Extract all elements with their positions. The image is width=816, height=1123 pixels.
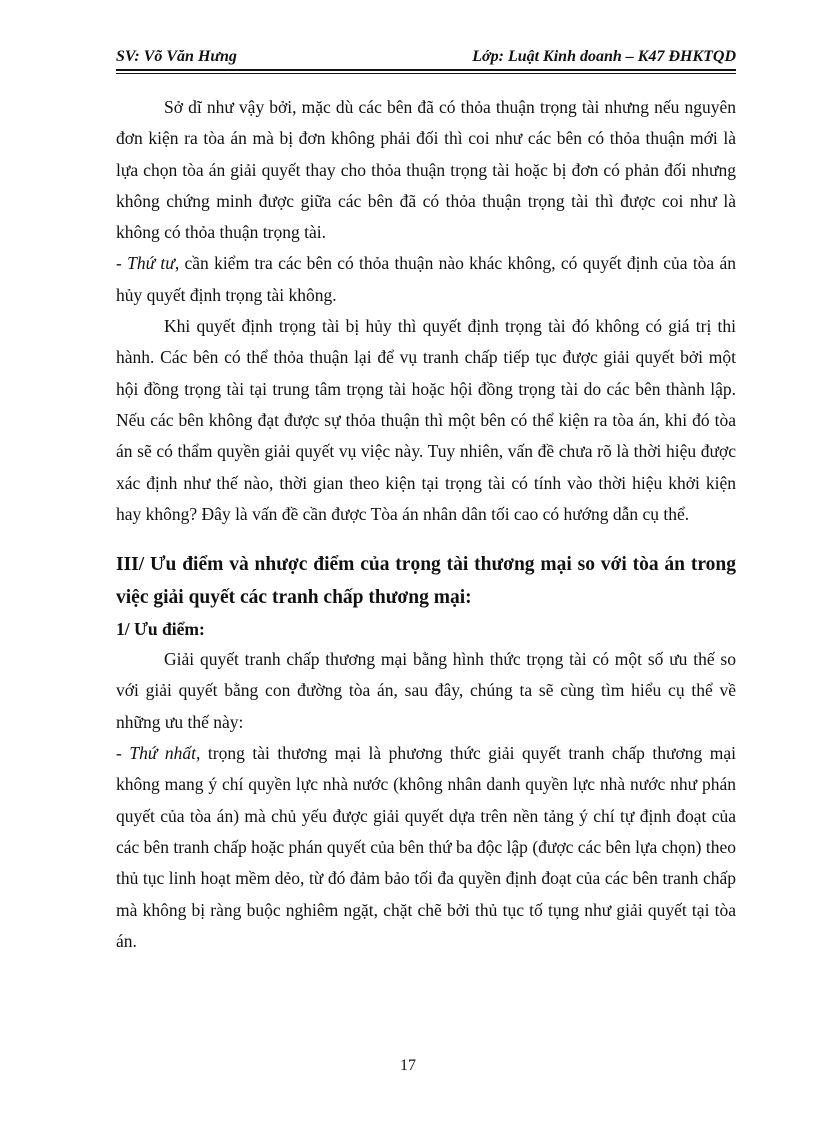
dash-prefix: - — [116, 743, 130, 764]
document-body — [116, 92, 736, 957]
paragraph-list-item — [116, 248, 736, 311]
paragraph: Khi quyết định trọng tài bị hủy thì quyết định trọng tài đó không có giá trị thi hành. Các bên có thể thỏa thuận lại để vụ tranh chấp tiếp tục được giải quyết bởi một hội đồng trọng tài tại trung tâm trọng tài hoặc hội đồng trọng tài do các bên thành lập. Nếu các bên không đạt được sự thỏa thuận thì một bên có thể kiện ra tòa án, khi đó tòa án sẽ có thẩm quyền giải quyết vụ việc này. Tuy nhiên, vấn đề chưa rõ là thời hiệu được xác định như thế nào, thời gian theo kiện tại trọng tài có tính vào thời hiệu khởi kiện hay không? Đây là vấn đề cần được Tòa án nhân dân tối cao có hướng dẫn cụ thể. — [116, 316, 736, 524]
header-rule-thin — [116, 73, 736, 74]
paragraph-text: , trọng tài thương mại là phương thức giải quyết tranh chấp thương mại không mang ý chí quyền lực nhà nước (không nhân danh quyền lực nhà nước như phán quyết của tòa án) mà chủ yếu được giải quyết dựa trên nền tảng ý chí tự định đoạt của các bên tranh chấp hoặc phán quyết của bên thứ ba độc lập (được các bên lựa chọn) theo thủ tục linh hoạt mềm dẻo, từ đó đảm bảo tối đa quyền định đoạt của các bên tranh chấp mà không bị ràng buộc nghiêm ngặt, chặt chẽ bởi thủ tục tố tụng như giải quyết tại tòa án. — [116, 743, 736, 951]
emphasis-text: Thứ tư — [127, 253, 175, 274]
page-header — [116, 48, 736, 66]
dash-prefix: - — [116, 253, 128, 274]
paragraph: Giải quyết tranh chấp thương mại bằng hình thức trọng tài có một số ưu thế so với giải quyết bằng con đường tòa án, sau đây, chúng ta sẽ cùng tìm hiểu cụ thể về những ưu thế này: — [116, 649, 736, 732]
paragraph-text: , cần kiểm tra các bên có thỏa thuận nào khác không, có quyết định của tòa án hủy quyết định trọng tài không. — [116, 253, 737, 305]
emphasis-text: Thứ nhất — [129, 743, 196, 764]
paragraph-list-item — [116, 738, 736, 957]
section-heading: III/ Ưu điểm và nhược điểm của trọng tài thương mại so với tòa án trong việc giải quyết các tranh chấp thương mại: — [116, 554, 736, 609]
page-number: 17 — [400, 1057, 416, 1074]
header-student: SV: Võ Văn Hưng — [116, 48, 237, 65]
header-class: Lớp: Luật Kinh doanh – K47 ĐHKTQD — [472, 48, 736, 65]
header-rule-thick — [116, 69, 736, 71]
subsection-heading: 1/ Ưu điểm: — [116, 619, 205, 640]
paragraph: Sở dĩ như vậy bởi, mặc dù các bên đã có thỏa thuận trọng tài nhưng nếu nguyên đơn kiện ra tòa án mà bị đơn không phải đối thì coi như các bên có thỏa thuận mới là lựa chọn tòa án giải quyết thay cho thỏa thuận trọng tài hoặc bị đơn có phản đối nhưng không chứng minh được giữa các bên đã có thỏa thuận trọng tài thì được coi như là không có thỏa thuận trọng tài. — [116, 97, 736, 243]
